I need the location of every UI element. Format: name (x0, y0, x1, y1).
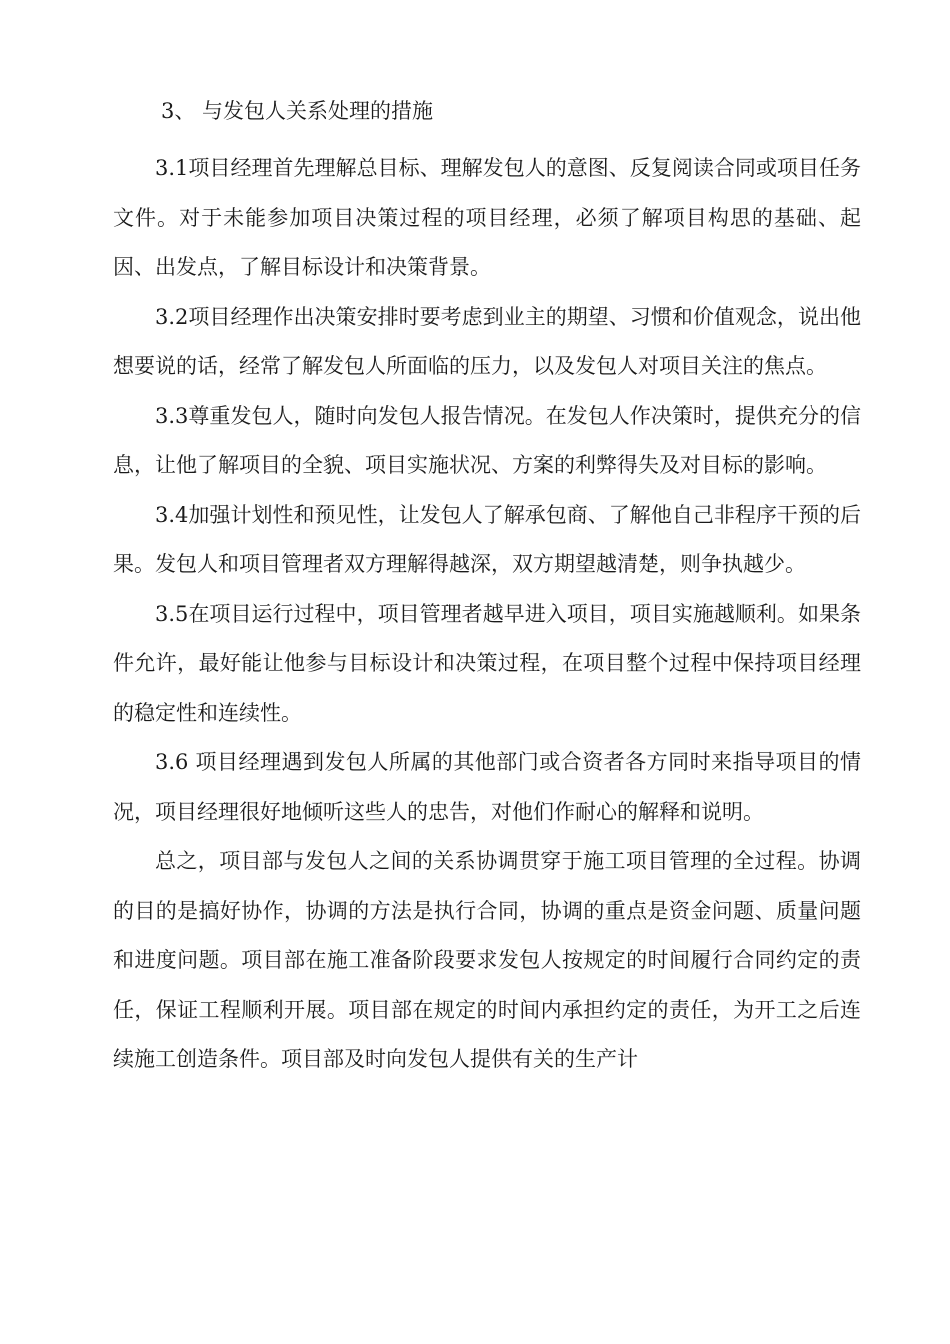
paragraph-3-6: 3.6 项目经理遇到发包人所属的其他部门或合资者各方同时来指导项目的情况，项目经理很好地倾听这些人的忠告，对他们作耐心的解释和说明。 (113, 750, 861, 824)
paragraph-3-2: 3.2项目经理作出决策安排时要考虑到业主的期望、习惯和价值观念，说出他想要说的话，经常了解发包人所面临的压力，以及发包人对项目关注的焦点。 (113, 304, 861, 378)
paragraph-summary: 总之，项目部与发包人之间的关系协调贯穿于施工项目管理的全过程。协调的目的是搞好协作，协调的方法是执行合同，协调的重点是资金问题、质量问题和进度问题。项目部在施工准备阶段要求发包人按规定的时间履行合同约定的责任，保证工程顺利开展。项目部在规定的时间内承担约定的责任，为开工之后连续施工创造条件。项目部及时向发包人提供有关的生产计 (113, 849, 861, 1071)
paragraph-3-5: 3.5在项目运行过程中，项目管理者越早进入项目，项目实施越顺利。如果条件允许，最好能让他参与目标设计和决策过程，在项目整个过程中保持项目经理的稳定性和连续性。 (113, 601, 861, 725)
paragraph-3-1: 3.1项目经理首先理解总目标、理解发包人的意图、反复阅读合同或项目任务文件。对于未能参加项目决策过程的项目经理，必须了解项目构思的基础、起因、出发点，了解目标设计和决策背景。 (113, 156, 861, 279)
paragraph-3-4: 3.4加强计划性和预见性，让发包人了解承包商、了解他自己非程序干预的后果。发包人和项目管理者双方理解得越深，双方期望越清楚，则争执越少。 (113, 502, 861, 576)
document-body (113, 94, 861, 1085)
paragraph-3-3: 3.3尊重发包人，随时向发包人报告情况。在发包人作决策时，提供充分的信息，让他了解项目的全貌、项目实施状况、方案的利弊得失及对目标的影响。 (113, 403, 861, 477)
section-heading: 3、 与发包人关系处理的措施 (161, 99, 434, 123)
